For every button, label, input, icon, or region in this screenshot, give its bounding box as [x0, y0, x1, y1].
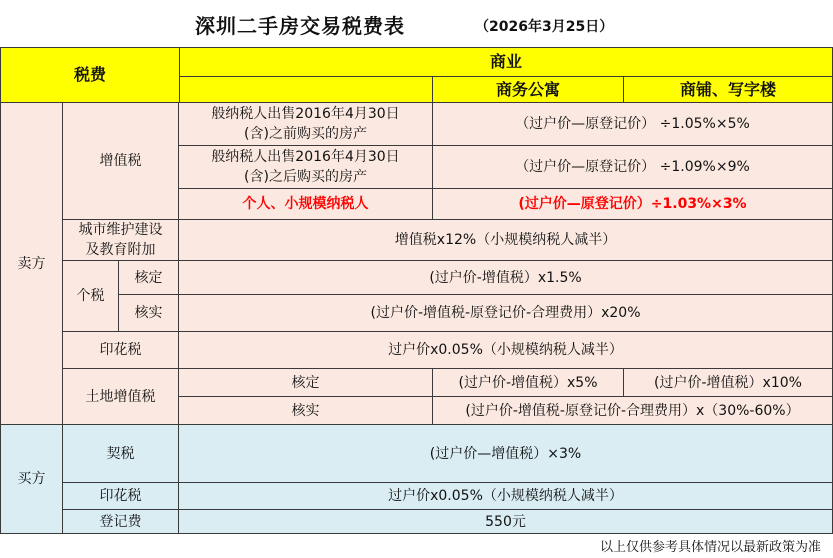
vat-formula-3: (过户价—原登记价）÷1.03%×3% — [432, 188, 833, 220]
land-vat-method-2: 核实 — [178, 396, 433, 425]
header-shops-offices: 商铺、写字楼 — [623, 76, 833, 103]
page-date: （2026年3月25日） — [475, 19, 614, 35]
deed-tax-formula: (过户价—增值税）×3% — [178, 424, 833, 483]
registration-fee-label: 登记费 — [62, 509, 179, 534]
vat-case-3: 个人、小规模纳税人 — [178, 188, 433, 220]
buyer-label: 买方 — [0, 424, 63, 534]
header-taxes: 税费 — [0, 47, 180, 103]
urban-formula: 增值税x12%（小规模纳税人减半） — [178, 219, 833, 261]
seller-label: 卖方 — [0, 102, 63, 425]
personal-tax-formula-2: (过户价-增值税-原登记价-合理费用）x20% — [178, 294, 833, 332]
registration-fee-value: 550元 — [178, 509, 833, 534]
personal-tax-label: 个税 — [62, 260, 119, 332]
header-office-apartment: 商务公寓 — [432, 76, 624, 103]
title-bar — [0, 0, 833, 47]
deed-tax-label: 契税 — [62, 424, 179, 483]
urban-label: 城市维护建设 及教育附加 — [62, 219, 179, 261]
vat-case-1: 般纳税人出售2016年4月30日 (含)之前购买的房产 — [178, 102, 433, 146]
land-vat-verified-formula: (过户价-增值税-原登记价-合理费用）x（30%-60%） — [432, 396, 833, 425]
land-vat-office-formula: (过户价-增值税）x5% — [432, 368, 624, 397]
personal-tax-method-1: 核定 — [118, 260, 179, 295]
seller-stamp-label: 印花税 — [62, 331, 179, 369]
buyer-stamp-label: 印花税 — [62, 482, 179, 510]
personal-tax-method-2: 核实 — [118, 294, 179, 332]
vat-formula-1: （过户价—原登记价） ÷1.05%×5% — [432, 102, 833, 146]
seller-stamp-formula: 过户价x0.05%（小规模纳税人减半） — [178, 331, 833, 369]
land-vat-shop-formula: (过户价-增值税）x10% — [623, 368, 833, 397]
vat-label: 增值税 — [62, 102, 179, 220]
land-vat-method-1: 核定 — [178, 368, 433, 397]
disclaimer-note: 以上仅供参考具体情况以最新政策为准 — [599, 540, 821, 555]
land-vat-label: 土地增值税 — [62, 368, 179, 425]
header-commercial: 商业 — [179, 47, 833, 77]
buyer-stamp-formula: 过户价x0.05%（小规模纳税人减半） — [178, 482, 833, 510]
personal-tax-formula-1: (过户价-增值税）x1.5% — [178, 260, 833, 295]
page-title: 深圳二手房交易税费表 — [195, 14, 405, 38]
vat-case-2: 般纳税人出售2016年4月30日 (含)之后购买的房产 — [178, 145, 433, 189]
vat-formula-2: （过户价—原登记价） ÷1.09%×9% — [432, 145, 833, 189]
